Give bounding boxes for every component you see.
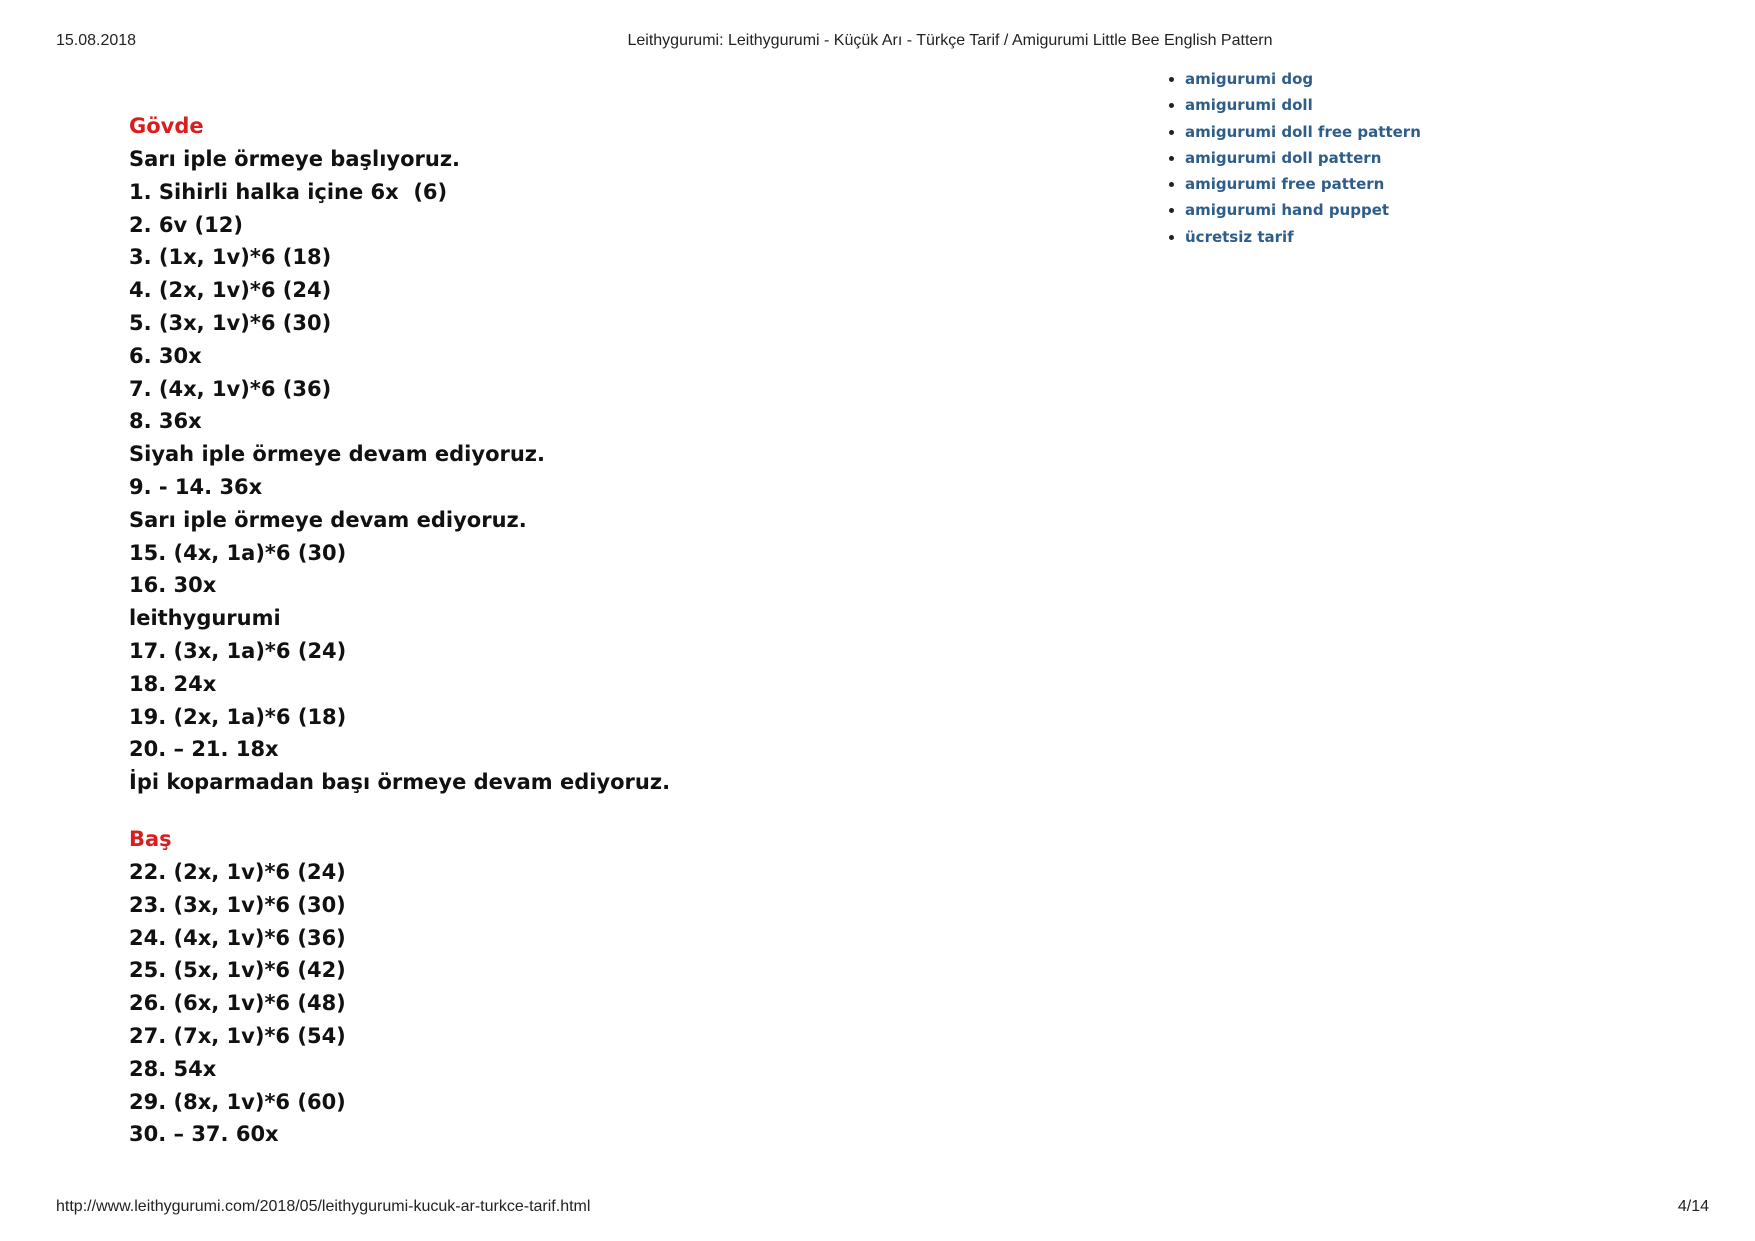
head-pattern-lines: [129, 856, 1029, 1151]
pattern-line: 2. 6v (12): [129, 212, 243, 237]
label-link-amigurumi-doll[interactable]: amigurumi doll: [1185, 96, 1313, 115]
pattern-line: 23. (3x, 1v)*6 (30): [129, 892, 346, 917]
pattern-line: İpi koparmadan başı örmeye devam ediyoruz.: [129, 770, 671, 795]
body-pattern-lines: [129, 143, 1029, 799]
label-link-amigurumi-free-pattern[interactable]: amigurumi free pattern: [1185, 175, 1385, 194]
pattern-line: 8. 36x: [129, 409, 202, 434]
pattern-line: 26. (6x, 1v)*6 (48): [129, 991, 346, 1016]
print-page-number: 4/14: [1677, 1198, 1709, 1215]
section-heading-head: Baş: [129, 826, 172, 851]
pattern-line: 7. (4x, 1v)*6 (36): [129, 376, 332, 401]
pattern-article: [129, 110, 1029, 1151]
section-heading-body: Gövde: [129, 114, 204, 138]
pattern-line: 3. (1x, 1v)*6 (18): [129, 245, 332, 270]
pattern-line: 19. (2x, 1a)*6 (18): [129, 704, 347, 729]
pattern-line: 27. (7x, 1v)*6 (54): [129, 1023, 346, 1048]
pattern-line: 28. 54x: [129, 1056, 217, 1081]
section-spacer: [129, 799, 1029, 823]
pattern-line: 20. – 21. 18x: [129, 737, 279, 762]
label-list-item: [1185, 92, 1421, 118]
pattern-line: 16. 30x: [129, 573, 217, 598]
pattern-line: 4. (2x, 1v)*6 (24): [129, 278, 332, 303]
pattern-line: Siyah iple örmeye devam ediyoruz.: [129, 442, 546, 467]
pattern-line: leithygurumi: [129, 606, 281, 631]
print-footer-url: http://www.leithygurumi.com/2018/05/leithygurumi-kucuk-ar-turkce-tarif.html: [56, 1198, 591, 1215]
pattern-line: 17. (3x, 1a)*6 (24): [129, 638, 347, 663]
pattern-line: 15. (4x, 1a)*6 (30): [129, 540, 347, 565]
print-date: 15.08.2018: [56, 32, 137, 49]
label-list-item: [1185, 197, 1421, 223]
label-link-amigurumi-hand-puppet[interactable]: amigurumi hand puppet: [1185, 201, 1390, 220]
pattern-line: 25. (5x, 1v)*6 (42): [129, 958, 346, 983]
label-link-amigurumi-doll-free-pattern[interactable]: amigurumi doll free pattern: [1185, 122, 1421, 141]
pattern-line: Sarı iple örmeye başlıyoruz.: [129, 147, 461, 171]
label-list-item: [1185, 145, 1421, 171]
pattern-line: Sarı iple örmeye devam ediyoruz.: [129, 507, 527, 532]
pattern-line: 22. (2x, 1v)*6 (24): [129, 859, 346, 884]
label-list: [1163, 66, 1421, 250]
label-list-item: [1185, 171, 1421, 197]
pattern-line: 30. – 37. 60x: [129, 1122, 279, 1147]
pattern-line: 6. 30x: [129, 343, 202, 368]
label-list-item: [1185, 66, 1421, 92]
pattern-line: 24. (4x, 1v)*6 (36): [129, 925, 346, 950]
pattern-line: 5. (3x, 1v)*6 (30): [129, 310, 332, 335]
label-link-amigurumi-doll-pattern[interactable]: amigurumi doll pattern: [1185, 148, 1382, 167]
label-list-item: [1185, 119, 1421, 145]
pattern-line: 29. (8x, 1v)*6 (60): [129, 1089, 346, 1114]
pattern-line: 1. Sihirli halka içine 6x (6): [129, 179, 448, 204]
pattern-line: 18. 24x: [129, 671, 217, 696]
print-page-title: Leithygurumi: Leithygurumi - Küçük Arı - Türkçe Tarif / Amigurumi Little Bee English Pattern: [627, 32, 1273, 49]
label-link-amigurumi-dog[interactable]: amigurumi dog: [1185, 70, 1314, 88]
label-link-ucretsiz-tarif[interactable]: ücretsiz tarif: [1185, 227, 1294, 246]
label-list-item: [1185, 224, 1421, 250]
pattern-line: 9. - 14. 36x: [129, 474, 263, 499]
